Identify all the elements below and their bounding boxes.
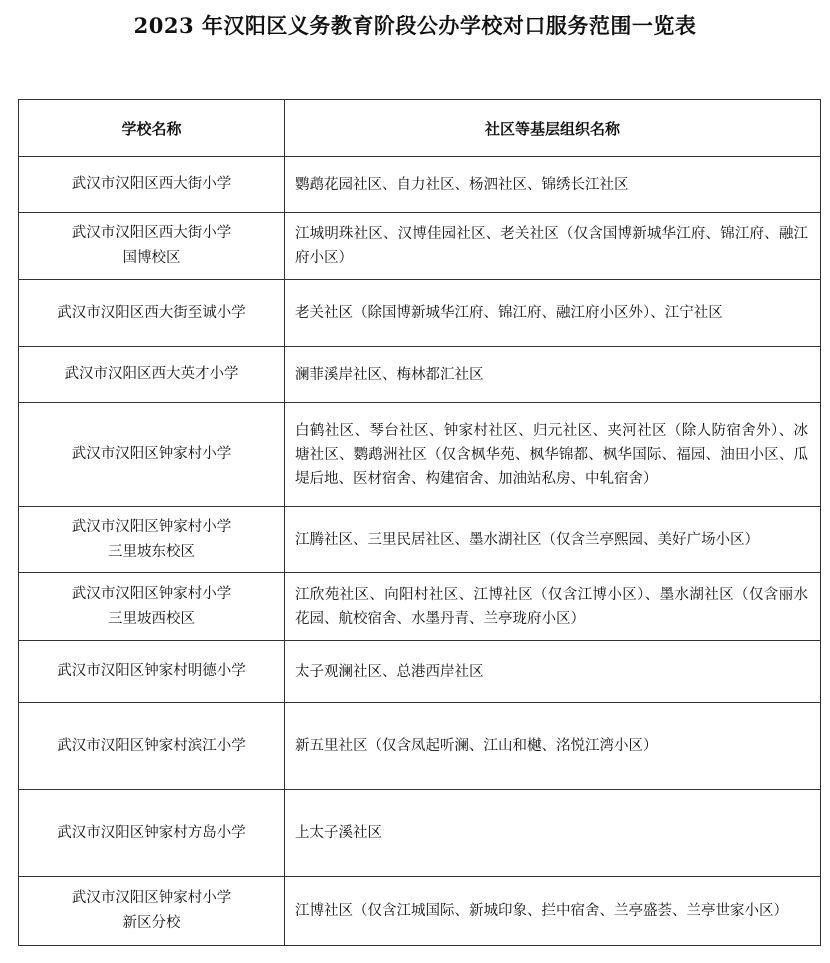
school-name-cell <box>19 213 285 280</box>
community-names-cell: 上太子溪社区 <box>285 790 821 877</box>
page-title: 2023 年汉阳区义务教育阶段公办学校对口服务范围一览表 <box>133 13 697 38</box>
school-name-cell <box>19 347 285 403</box>
school-name-line: 武汉市汉阳区钟家村方岛小学 <box>57 824 246 841</box>
school-name-line: 武汉市汉阳区钟家村小学 <box>71 446 232 462</box>
community-names-cell: 新五里社区（仅含凤起听澜、江山和樾、洺悦江湾小区） <box>285 703 821 790</box>
community-name-header: 社区等基层组织名称 <box>285 100 821 157</box>
school-name-line: 三里坡东校区 <box>108 543 195 560</box>
school-name-line: 新区分校 <box>122 915 181 931</box>
school-name-line: 武汉市汉阳区西大英才小学 <box>64 366 239 382</box>
community-names-cell: 江城明珠社区、汉博佳园社区、老关社区（仅含国博新城华江府、锦江府、融江府小区） <box>285 213 821 280</box>
table-row <box>19 641 821 703</box>
school-name-line: 武汉市汉阳区钟家村小学 <box>71 890 232 906</box>
community-names-cell: 老关社区（除国博新城华江府、锦江府、融江府小区外）、江宁社区 <box>285 280 821 347</box>
community-names-cell: 澜菲溪岸社区、梅林都汇社区 <box>285 347 821 403</box>
school-name-cell <box>19 703 285 790</box>
table-row <box>19 790 821 877</box>
school-name-line: 武汉市汉阳区西大街至诚小学 <box>57 304 246 321</box>
school-name-line: 国博校区 <box>122 250 181 266</box>
table-row <box>19 157 821 213</box>
community-names-cell: 江腾社区、三里民居社区、墨水湖社区（仅含兰亭熙园、美好广场小区） <box>285 507 821 573</box>
community-names-cell: 江博社区（仅含江城国际、新城印象、拦中宿舍、兰亭盛荟、兰亭世家小区） <box>285 877 821 946</box>
school-name-line: 武汉市汉阳区钟家村小学 <box>71 585 232 602</box>
school-name-line: 武汉市汉阳区钟家村小学 <box>71 518 232 535</box>
table-row <box>19 703 821 790</box>
table-row <box>19 403 821 507</box>
school-name-cell <box>19 403 285 507</box>
school-name-cell <box>19 641 285 703</box>
school-name-cell <box>19 790 285 877</box>
table-row <box>19 280 821 347</box>
school-name-line: 武汉市汉阳区西大街小学 <box>71 176 232 192</box>
table-row <box>19 877 821 946</box>
school-name-cell <box>19 280 285 347</box>
school-name-line: 武汉市汉阳区钟家村滨江小学 <box>57 737 246 754</box>
community-names-cell: 江欣苑社区、向阳村社区、江博社区（仅含江博小区）、墨水湖社区（仅含丽水花园、航校宿舍、水墨丹青、兰亭珑府小区） <box>285 573 821 641</box>
community-names-cell: 白鹤社区、琴台社区、钟家村社区、归元社区、夹河社区（除人防宿舍外）、冰塘社区、鹦鹉洲社区（仅含枫华苑、枫华锦都、枫华国际、福园、油田小区、瓜堤后地、医材宿舍、构建宿舍、加油站私房、中轧宿舍） <box>285 403 821 507</box>
table-body <box>19 157 821 946</box>
table-row <box>19 507 821 573</box>
community-names-cell: 鹦鹉花园社区、自力社区、杨泗社区、锦绣长江社区 <box>285 157 821 213</box>
school-name-header: 学校名称 <box>19 100 285 157</box>
school-name-cell <box>19 877 285 946</box>
table-header-row <box>19 100 821 157</box>
school-name-cell <box>19 157 285 213</box>
community-names-cell: 太子观澜社区、总港西岸社区 <box>285 641 821 703</box>
school-name-cell <box>19 507 285 573</box>
table-row <box>19 347 821 403</box>
school-name-cell <box>19 573 285 641</box>
school-name-line: 武汉市汉阳区钟家村明德小学 <box>57 663 246 679</box>
school-name-line: 武汉市汉阳区西大街小学 <box>71 225 232 241</box>
table-row <box>19 573 821 641</box>
school-name-line: 三里坡西校区 <box>108 610 195 627</box>
table-row <box>19 213 821 280</box>
service-range-table <box>18 99 821 946</box>
